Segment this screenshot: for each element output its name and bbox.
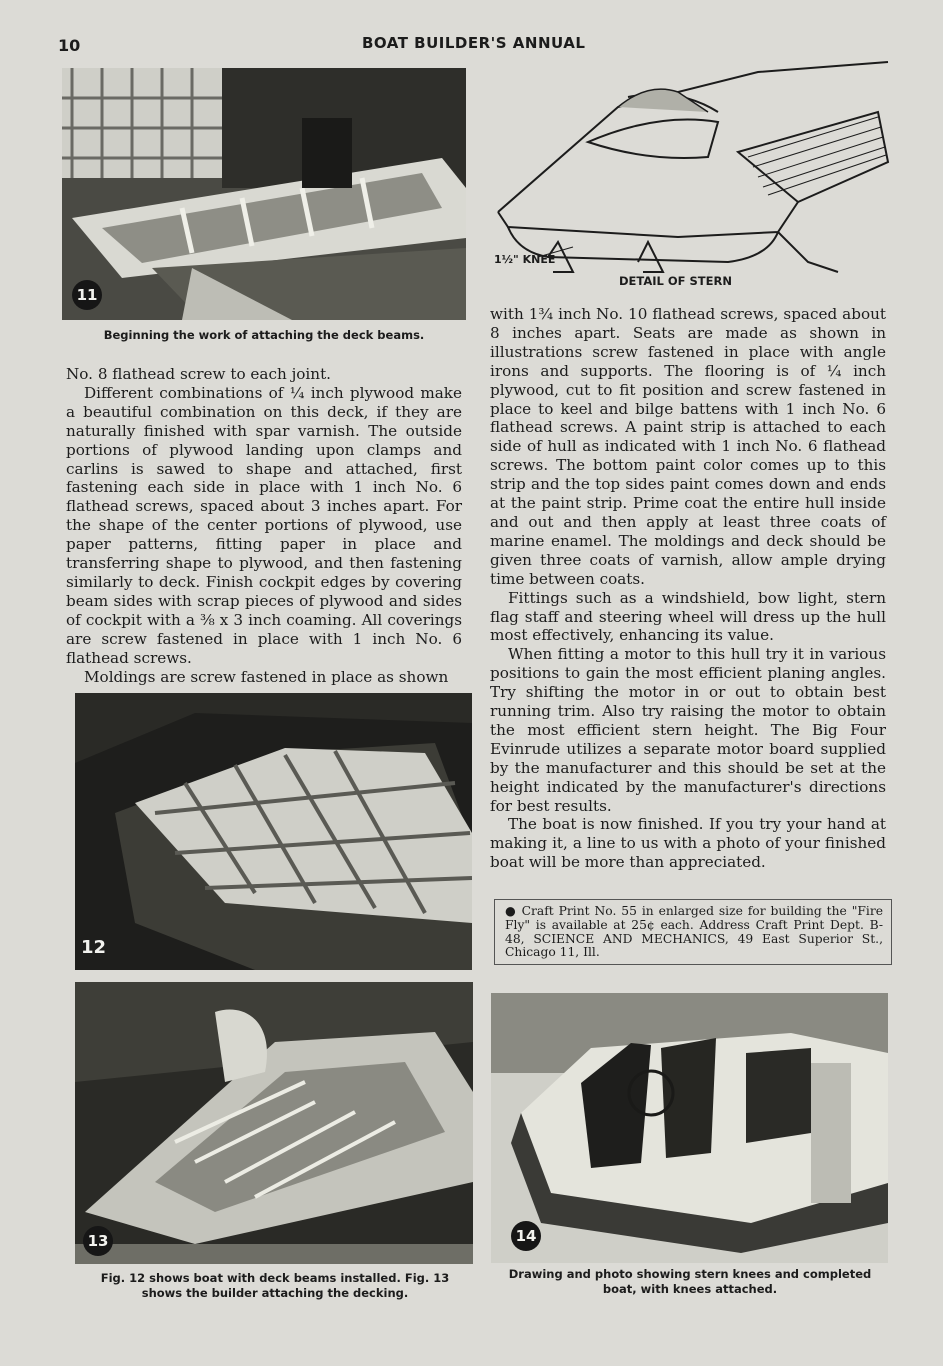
paragraph: No. 8 flathead screw to each joint.: [66, 365, 332, 383]
caption-fig-14: Drawing and photo showing stern knees and completed boat, with knees attached.: [508, 1267, 872, 1296]
paragraph: The boat is now finished. If you try your hand at making it, a line to us with a photo of your finished boat will be more than appreciated.: [490, 815, 886, 872]
left-column-text: [66, 365, 462, 686]
craft-print-notice: ● Craft Print No. 55 in enlarged size for building the "Fire Fly" is available at 25¢ each. Address Craft Print Dept. B-48, SCIENCE AND MECHANICS, 49 East Superior St., Chicago 11, Ill.: [494, 899, 892, 965]
figure-number-13: 13: [83, 1226, 113, 1256]
paragraph: When fitting a motor to this hull try it in various positions to gain the most efficient planing angles. Try shifting the motor in or out to obtain best running trim. Also try raising the motor to obtain the most efficient stern height. The Big Four Evinrude utilizes a separate motor board supplied by the manufacturer and this should be set at the height indicated by the manufacturer's directions for best results.: [490, 645, 886, 815]
photo-fig-13: [75, 982, 473, 1264]
page-number: 10: [58, 36, 81, 55]
photo-fig-14: [491, 993, 888, 1263]
right-column-text: [490, 305, 886, 872]
running-title: BOAT BUILDER'S ANNUAL: [362, 34, 586, 52]
paragraph: Different combinations of ¼ inch plywood make a beautiful combination on this deck, if they are naturally finished with spar varnish. The outside portions of plywood landing upon clamps and carlins is sawed to shape and attached, first fastening each side in place with 1 inch No. 6 flathead screws, spaced about 3 inches apart. For the shape of the center portions of plywood, use paper patterns, fitting paper in place and transferring shape to plywood, and then fastening similarly to deck. Finish cockpit edges by covering beam sides with scrap pieces of plywood and sides of cockpit with a ⅜ x 3 inch coaming. All coverings are screw fastened in place with 1 inch No. 6 flathead screws.: [66, 383, 462, 667]
photo-fig-12: [75, 693, 472, 970]
knee-label: 1½" KNEE: [494, 253, 556, 266]
stern-drawing-title: DETAIL OF STERN: [619, 274, 732, 288]
caption-fig-11: Beginning the work of attaching the deck beams.: [103, 328, 425, 342]
paragraph: Moldings are screw fastened in place as shown: [84, 667, 449, 686]
paragraph: Fittings such as a windshield, bow light, stern flag staff and steering wheel will dress up the hull most effectively, enhancing its value.: [490, 588, 886, 645]
caption-fig-13: Fig. 12 shows boat with deck beams installed. Fig. 13 shows the builder attaching the decking.: [100, 1271, 450, 1300]
photo-fig-11: [62, 68, 466, 320]
figure-number-11: 11: [72, 280, 102, 310]
stern-detail-drawing: [478, 52, 898, 300]
figure-number-14: 14: [511, 1221, 541, 1251]
figure-number-12: 12: [81, 937, 107, 958]
paragraph: with 1¾ inch No. 10 flathead screws, spaced about 8 inches apart. Seats are made as shown in illustrations screw fastened in place with angle irons and supports. The flooring is of ¼ inch plywood, cut to fit position and screw fastened in place to keel and bilge battens with 1 inch No. 6 flathead screws. A paint strip is attached to each side of hull as indicated with 1 inch No. 6 flathead screws. The bottom paint color comes up to this strip and the top sides paint comes down and ends at the paint strip. Prime coat the entire hull inside and out and then apply at least three coats of marine enamel. The moldings and deck should be given three coats of varnish, allow ample drying time between coats.: [490, 305, 886, 588]
